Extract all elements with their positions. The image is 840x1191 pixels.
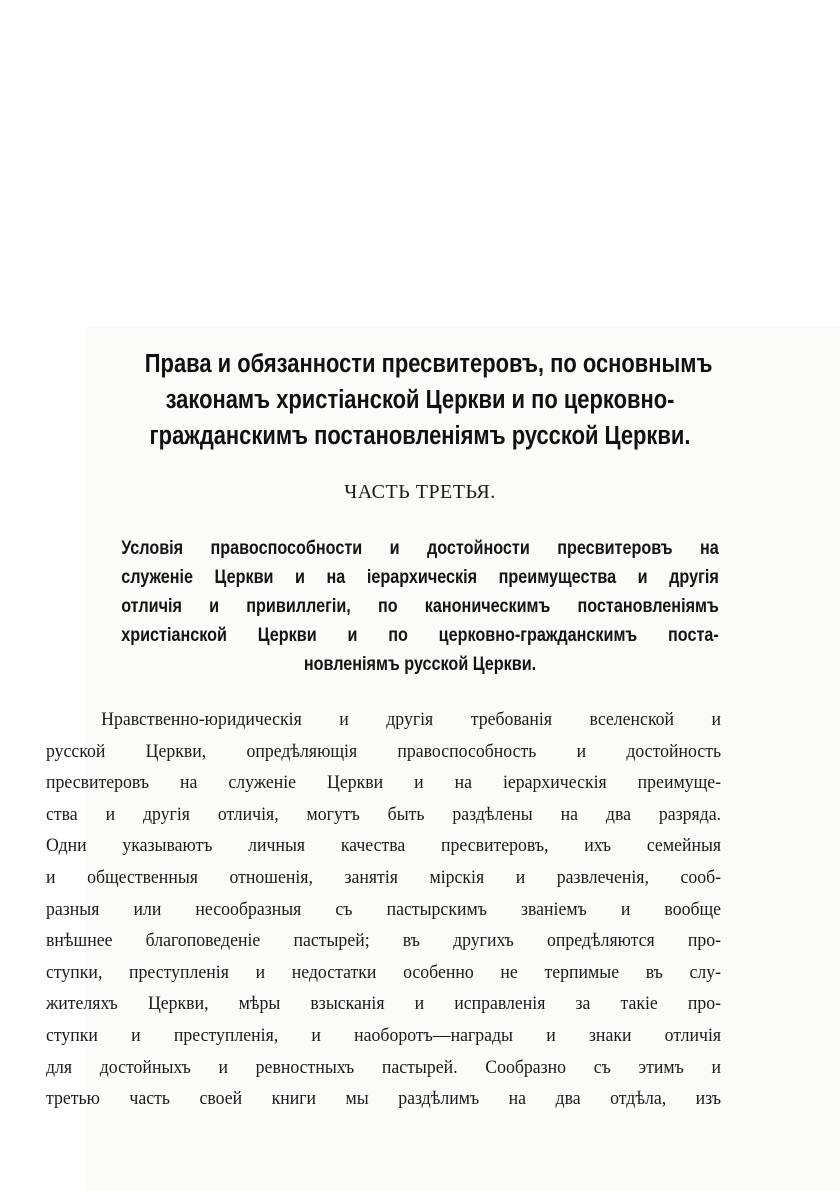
- part-heading: ЧАСТЬ ТРЕТЬЯ.: [344, 481, 496, 503]
- body-line: для достойныхъ и ревностныхъ пастырей. Сообразно съ этимъ и: [46, 1056, 722, 1078]
- body-line: Нравственно-юридическія и другія требованія вселенской и: [101, 709, 722, 730]
- body-line: третью часть своей книги мы раздѣлимъ на два отдѣла, изъ: [46, 1088, 722, 1110]
- body-line: Одни указываютъ личныя качества пресвитеровъ, ихъ семейныя: [46, 835, 722, 857]
- title-line: гражданскимъ постановленіямъ русской Церкви.: [149, 422, 691, 450]
- body-line: разныя или несообразныя съ пастырскимъ званіемъ и вообще: [46, 898, 722, 920]
- title-line: Права и обязанности пресвитеровъ, по основнымъ: [144, 350, 713, 378]
- body-line: внѣшнее благоповеденіе пастырей; въ другихъ опредѣляются про-: [46, 930, 722, 952]
- body-paragraph: [46, 704, 721, 1115]
- subtitle-line: отличія и привиллегіи, по каноническимъ постановленіямъ: [121, 595, 719, 617]
- body-line: ступки, преступленія и недостатки особенно не терпимые въ слу-: [46, 961, 722, 983]
- section-subtitle: [121, 534, 719, 679]
- subtitle-line: новленіямъ русской Церкви.: [303, 653, 537, 675]
- subtitle-line: служеніе Церкви и на іерархическія преимущества и другія: [121, 566, 719, 588]
- subtitle-line: христіанской Церкви и по церковно-гражданскимъ поста-: [121, 624, 719, 646]
- body-line: ступки и преступленія, и наоборотъ—награды и знаки отличія: [46, 1024, 722, 1046]
- document-title: [144, 346, 713, 454]
- body-line: жителяхъ Церкви, мѣры взысканія и исправленія за такіе про-: [46, 993, 722, 1015]
- body-line: пресвитеровъ на служеніе Церкви и на іерархическія преимуще-: [46, 772, 722, 794]
- body-line: русской Церкви, опредѣляющія правоспособность и достойность: [46, 740, 722, 762]
- subtitle-line: Условія правоспособности и достойности пресвитеровъ на: [121, 537, 719, 559]
- body-line: ства и другія отличія, могутъ быть раздѣлены на два разряда.: [46, 803, 722, 825]
- body-line: и общественныя отношенія, занятія мірскія и развлеченія, сооб-: [46, 866, 722, 888]
- title-line: законамъ христіанской Церкви и по церковно-: [165, 386, 675, 414]
